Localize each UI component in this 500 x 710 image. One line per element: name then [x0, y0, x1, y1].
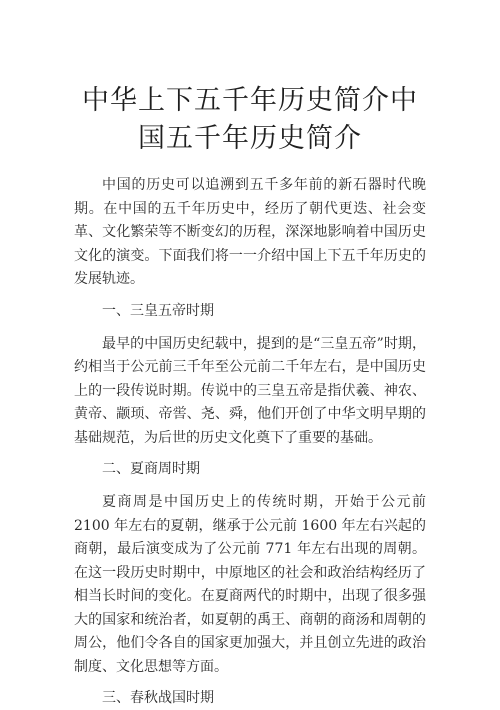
document-title: 中华上下五千年历史简介中国五千年历史简介	[82, 85, 418, 154]
section-heading-3: 三、春秋战国时期	[102, 690, 214, 706]
intro-paragraph: 中国的历史可以追溯到五千多年前的新石器时代晚期。在中国的五千年历史中，经历了朝代更迭、社会变革、文化繁荣等不断变幻的历程，深深地影响着中国历史文化的演变。下面我们将一一介绍中国上下五千年历史的发展轨迹。	[74, 177, 426, 287]
section-heading-2: 二、夏商周时期	[102, 461, 200, 477]
section-1-paragraph: 最早的中国历史纪载中，提到的是“三皇五帝”时期，约相当于公元前三千年至公元前二千年左右，是中国历史上的一段传说时期。传说中的三皇五帝是指伏羲、神农、黄帝、颛顼、帝喾、尧、舜，他们开创了中华文明早期的基础规范，为后世的历史文化奠下了重要的基础。	[74, 335, 426, 446]
section-heading-1: 一、三皇五帝时期	[102, 302, 214, 319]
section-2-paragraph: 夏商周是中国历史上的传统时期，开始于公元前 2100 年左右的夏朝，继承于公元前 1600 年左右兴起的商朝，最后演变成为了公元前 771 年左右出现的周朝。在这一段历史时期中，中原地区的社会和政治结构经历了相当长时间的变化。在夏商两代的时期中，出现了很多强大的国家和统治者，如夏朝的禹王、商朝的商汤和周朝的周公，他们令各自的国家更加强大，并且创立先进的政治制度、文化思想等方面。	[74, 494, 426, 675]
